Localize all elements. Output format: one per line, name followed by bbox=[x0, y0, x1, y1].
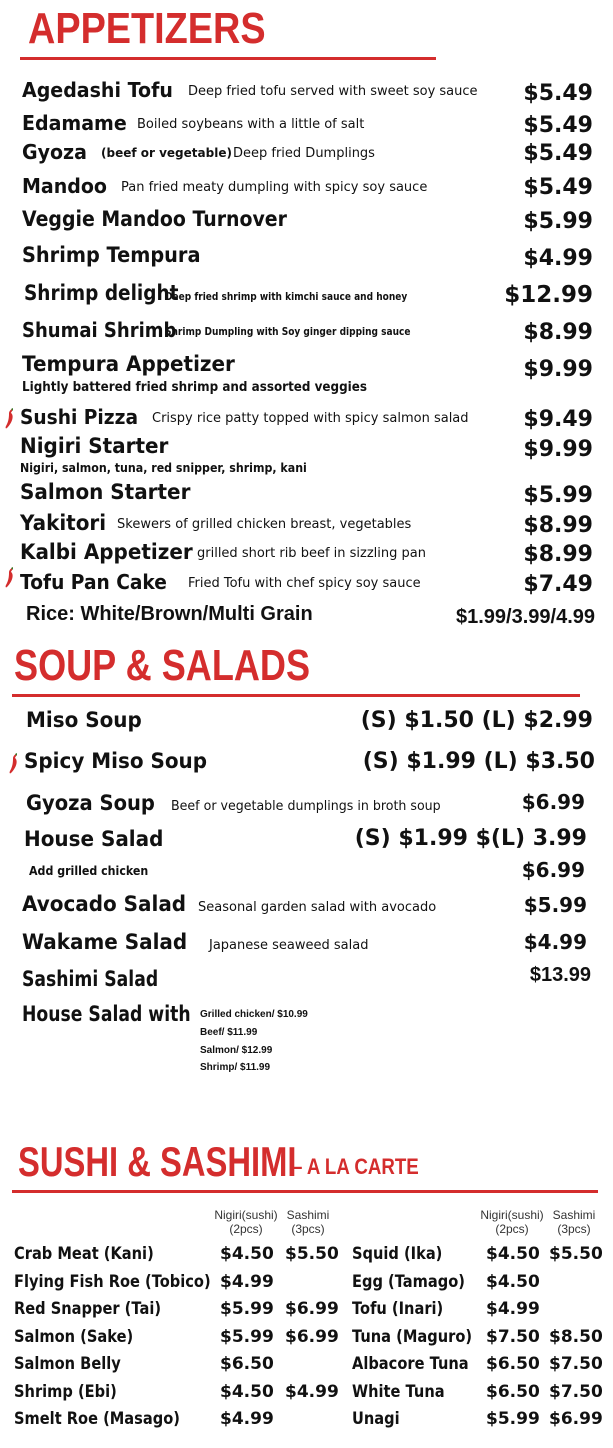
col-header-pcs: (2pcs) bbox=[229, 1222, 263, 1236]
sushi-item-name: Egg (Tamago) bbox=[352, 1272, 465, 1292]
item-desc: Crispy rice patty topped with spicy salmon salad bbox=[152, 411, 469, 426]
col-header-sashimi-left bbox=[280, 1208, 336, 1236]
item-price: (S) $1.99 $(L) 3.99 bbox=[354, 826, 587, 851]
col-header-label: Sashimi bbox=[286, 1208, 330, 1222]
sushi-nigiri-price: $7.50 bbox=[486, 1327, 540, 1347]
item-price: $5.49 bbox=[523, 113, 593, 138]
col-header-nigiri-left bbox=[200, 1208, 292, 1236]
item-name: Miso Soup bbox=[26, 708, 142, 732]
item-price: $7.49 bbox=[523, 572, 593, 597]
sushi-item-name: Crab Meat (Kani) bbox=[14, 1244, 154, 1264]
house-with-option: Beef/ $11.99 bbox=[200, 1027, 258, 1038]
sushi-sashimi-price: $5.50 bbox=[549, 1244, 603, 1264]
sushi-item-name: Salmon (Sake) bbox=[14, 1327, 134, 1347]
item-price: $8.99 bbox=[523, 320, 593, 345]
sushi-item-name: Tofu (Inari) bbox=[352, 1299, 444, 1319]
item-price: $5.49 bbox=[523, 141, 593, 166]
item-price: $9.99 bbox=[523, 357, 593, 382]
appetizers-rule bbox=[20, 57, 436, 60]
sushi-nigiri-price: $6.50 bbox=[486, 1354, 540, 1374]
item-price: $8.99 bbox=[523, 542, 593, 567]
item-name: Gyoza Soup bbox=[26, 791, 155, 815]
item-desc: Skewers of grilled chicken breast, vegetables bbox=[117, 517, 412, 532]
soups-title: SOUP & SALADS bbox=[14, 641, 311, 690]
item-name: Sashimi Salad bbox=[22, 967, 159, 991]
item-price: $4.99 bbox=[523, 246, 593, 271]
sushi-item-name: Flying Fish Roe (Tobico) bbox=[14, 1272, 211, 1292]
item-name: Salmon Starter bbox=[20, 480, 191, 504]
col-header-label: Nigiri(sushi) bbox=[214, 1208, 278, 1222]
sushi-rule bbox=[12, 1190, 598, 1193]
sushi-sashimi-price: $7.50 bbox=[549, 1382, 603, 1402]
appetizers-title: APPETIZERS bbox=[28, 4, 266, 53]
sushi-title: SUSHI & SASHIMI bbox=[18, 1138, 297, 1185]
house-with-name: House Salad with bbox=[22, 1002, 191, 1026]
sushi-sashimi-price: $8.50 bbox=[549, 1327, 603, 1347]
col-header-pcs: (3pcs) bbox=[291, 1222, 325, 1236]
item-price: $5.99 bbox=[523, 483, 593, 508]
item-desc: Beef or vegetable dumplings in broth soup bbox=[171, 799, 441, 814]
item-name: Edamame bbox=[22, 111, 127, 135]
item-desc: Seasonal garden salad with avocado bbox=[198, 900, 437, 915]
sushi-nigiri-price: $6.50 bbox=[486, 1382, 540, 1402]
item-desc: grilled short rib beef in sizzling pan bbox=[197, 546, 426, 561]
sushi-item-name: Shrimp (Ebi) bbox=[14, 1382, 117, 1402]
sushi-sashimi-price: $4.99 bbox=[285, 1382, 339, 1402]
sushi-item-name: Smelt Roe (Masago) bbox=[14, 1409, 180, 1429]
sushi-nigiri-price: $4.99 bbox=[486, 1299, 540, 1319]
item-price: $8.99 bbox=[523, 513, 593, 538]
sushi-item-name: Tuna (Maguro) bbox=[352, 1327, 473, 1347]
soups-rule bbox=[12, 694, 580, 697]
item-name: Yakitori bbox=[20, 511, 107, 535]
sushi-item-name: White Tuna bbox=[352, 1382, 445, 1402]
sushi-nigiri-price: $5.99 bbox=[220, 1327, 274, 1347]
item-price: $6.99 bbox=[521, 858, 585, 882]
rice-price: $1.99/3.99/4.99 bbox=[455, 606, 595, 628]
item-price: $9.49 bbox=[523, 407, 593, 432]
item-desc: Deep fried Dumplings bbox=[233, 146, 375, 161]
sushi-nigiri-price: $6.50 bbox=[220, 1354, 274, 1374]
item-name: Wakame Salad bbox=[22, 930, 188, 954]
sushi-item-name: Squid (Ika) bbox=[352, 1244, 443, 1264]
col-header-pcs: (2pcs) bbox=[495, 1222, 529, 1236]
item-name: Sushi Pizza bbox=[20, 405, 139, 429]
col-header-pcs: (3pcs) bbox=[557, 1222, 591, 1236]
item-desc: Deep fried tofu served with sweet soy sauce bbox=[188, 84, 478, 99]
item-price: $12.99 bbox=[504, 282, 593, 308]
item-price: $5.49 bbox=[523, 175, 593, 200]
item-name: Gyoza bbox=[22, 140, 87, 164]
sushi-nigiri-price: $4.50 bbox=[486, 1244, 540, 1264]
item-price: $5.49 bbox=[523, 81, 593, 106]
item-name: Tempura Appetizer bbox=[22, 352, 235, 376]
item-desc: Japanese seaweed salad bbox=[209, 938, 369, 953]
item-desc: Shrimp Dumpling with Soy ginger dipping sauce bbox=[165, 325, 411, 338]
item-name: Spicy Miso Soup bbox=[24, 749, 208, 773]
sushi-item-name: Red Snapper (Tai) bbox=[14, 1299, 162, 1319]
sushi-subtitle: – A LA CARTE bbox=[292, 1154, 419, 1179]
item-desc: Lightly battered fried shrimp and assorted veggies bbox=[22, 380, 367, 395]
rice-name: Rice: White/Brown/Multi Grain bbox=[26, 603, 313, 625]
item-desc: Boiled soybeans with a little of salt bbox=[137, 117, 365, 132]
sushi-sashimi-price: $6.99 bbox=[285, 1299, 339, 1319]
sushi-sashimi-price: $6.99 bbox=[285, 1327, 339, 1347]
item-price: $6.99 bbox=[521, 790, 585, 814]
item-name: Shrimp Tempura bbox=[22, 243, 201, 267]
item-name: Veggie Mandoo Turnover bbox=[22, 207, 287, 231]
item-name: Avocado Salad bbox=[22, 892, 187, 916]
sushi-item-name: Salmon Belly bbox=[14, 1354, 121, 1374]
sushi-item-name: Unagi bbox=[352, 1409, 400, 1429]
item-name: Mandoo bbox=[22, 174, 107, 198]
item-desc: Nigiri, salmon, tuna, red snipper, shrimp, kani bbox=[20, 461, 307, 475]
sushi-nigiri-price: $4.50 bbox=[220, 1244, 274, 1264]
item-name: Nigiri Starter bbox=[20, 434, 169, 458]
item-desc: Pan fried meaty dumpling with spicy soy sauce bbox=[121, 180, 428, 195]
item-name: Tofu Pan Cake bbox=[20, 570, 167, 594]
item-desc: Deep fried shrimp with kimchi sauce and honey bbox=[165, 290, 408, 303]
item-name: Shrimp delight bbox=[24, 281, 179, 305]
sushi-nigiri-price: $5.99 bbox=[220, 1299, 274, 1319]
house-with-option: Salmon/ $12.99 bbox=[200, 1045, 273, 1056]
item-name: Add grilled chicken bbox=[29, 864, 149, 878]
item-desc: Fried Tofu with chef spicy soy sauce bbox=[188, 576, 421, 591]
item-price: (S) $1.99 (L) $3.50 bbox=[362, 749, 595, 774]
sushi-nigiri-price: $4.50 bbox=[220, 1382, 274, 1402]
item-price: $13.99 bbox=[529, 964, 591, 986]
item-price: (S) $1.50 (L) $2.99 bbox=[360, 708, 593, 733]
item-name: Kalbi Appetizer bbox=[20, 540, 193, 564]
item-note: (beef or vegetable) bbox=[101, 146, 232, 160]
col-header-label: Sashimi bbox=[552, 1208, 596, 1222]
item-price: $9.99 bbox=[523, 437, 593, 462]
col-header-nigiri-right bbox=[466, 1208, 558, 1236]
house-with-option: Shrimp/ $11.99 bbox=[200, 1062, 271, 1073]
sushi-sashimi-price: $6.99 bbox=[549, 1409, 603, 1429]
sushi-nigiri-price: $5.99 bbox=[486, 1409, 540, 1429]
sushi-nigiri-price: $4.50 bbox=[486, 1272, 540, 1292]
item-name: Agedashi Tofu bbox=[22, 78, 173, 102]
col-header-label: Nigiri(sushi) bbox=[480, 1208, 544, 1222]
sushi-sashimi-price: $7.50 bbox=[549, 1354, 603, 1374]
col-header-sashimi-right bbox=[546, 1208, 602, 1236]
sushi-sashimi-price: $5.50 bbox=[285, 1244, 339, 1264]
item-name: Shumai Shrimb bbox=[22, 318, 177, 342]
sushi-nigiri-price: $4.99 bbox=[220, 1272, 274, 1292]
house-with-option: Grilled chicken/ $10.99 bbox=[200, 1009, 308, 1020]
sushi-item-name: Albacore Tuna bbox=[352, 1354, 469, 1374]
item-price: $5.99 bbox=[523, 209, 593, 234]
item-price: $5.99 bbox=[523, 893, 587, 917]
sushi-nigiri-price: $4.99 bbox=[220, 1409, 274, 1429]
item-name: House Salad bbox=[24, 827, 164, 851]
item-price: $4.99 bbox=[523, 930, 587, 954]
